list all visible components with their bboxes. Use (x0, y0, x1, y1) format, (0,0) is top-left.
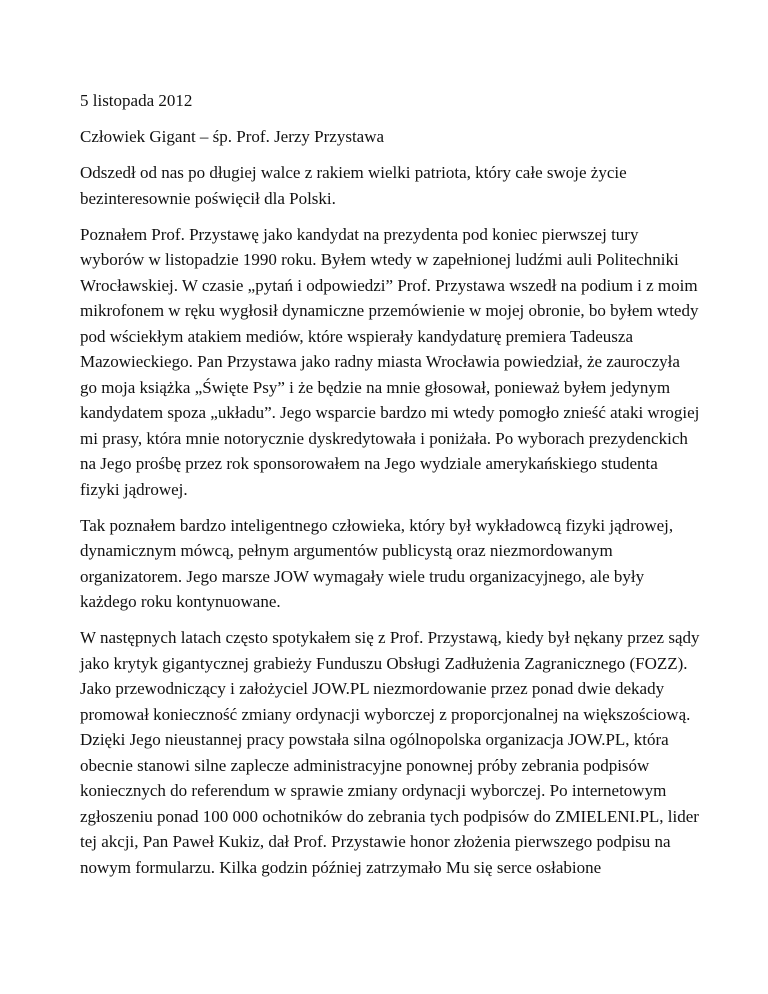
paragraph-1: Odszedł od nas po długiej walce z rakiem wielki patriota, który całe swoje życie bezinteresownie poświęcił dla Polski. (80, 163, 627, 208)
paragraph-3: Tak poznałem bardzo inteligentnego człowieka, który był wykładowcą fizyki jądrowej, dynamicznym mówcą, pełnym argumentów publicystą oraz niezmordowanym organizatorem. Jego marsze JOW wymagały wiele trudu organizacyjnego, ale były każdego roku kontynuowane. (80, 515, 674, 611)
paragraph-2: Poznałem Prof. Przystawę jako kandydat na prezydenta pod koniec pierwszej tury wyborów w listopadzie 1990 roku. Byłem wtedy w zapełnionej ludźmi auli Politechniki Wrocławskiej. W czasie „pytań i odpowiedzi” Prof. Przystawa wszedł na podium i z moim mikrofonem w ręku wygłosił dynamiczne przemówienie w mojej obronie, bo byłem wtedy pod wściekłym atakiem mediów, które wspierały kandydaturę premiera Tadeusza Mazowieckiego. Pan Przystawa jako radny miasta Wrocławia powiedział, że zauroczyła go moja książka „Święte Psy” i że będzie na mnie głosował, ponieważ byłem jedynym kandydatem spoza „układu”. Jego wsparcie bardzo mi wtedy pomogło znieść ataki wrogiej mi prasy, która mnie notorycznie dyskredytowała i poniżała. Po wyborach prezydenckich na Jego prośbę przez rok sponsorowałem na Jego wydziale amerykańskiego studenta fizyki jądrowej. (80, 224, 700, 499)
paragraph-4: W następnych latach często spotykałem się z Prof. Przystawą, kiedy był nękany przez sądy jako krytyk gigantycznej grabieży Funduszu Obsługi Zadłużenia Zagranicznego (FOZZ). Jako przewodniczący i założyciel JOW.PL niezmordowanie przez ponad dwie dekady promował konieczność zmiany ordynacji wyborczej z proporcjonalnej na większościową. Dzięki Jego nieustannej pracy powstała silna ogólnopolska organizacja JOW.PL, która obecnie stanowi silne zaplecze administracyjne ponownej próby zebrania podpisów koniecznych do referendum w sprawie zmiany ordynacji wyborczej. Po internetowym zgłoszeniu ponad 100 000 ochotników do zebrania tych podpisów do ZMIELENI.PL, lider tej akcji, Pan Paweł Kukiz, dał Prof. Przystawie honor złożenia pierwszego podpisu na nowym formularzu. Kilka godzin później zatrzymało Mu się serce osłabione (80, 628, 700, 877)
document-body (80, 88, 700, 891)
document-title: Człowiek Gigant – śp. Prof. Jerzy Przystawa (80, 127, 385, 146)
document-date: 5 listopada 2012 (80, 91, 193, 110)
